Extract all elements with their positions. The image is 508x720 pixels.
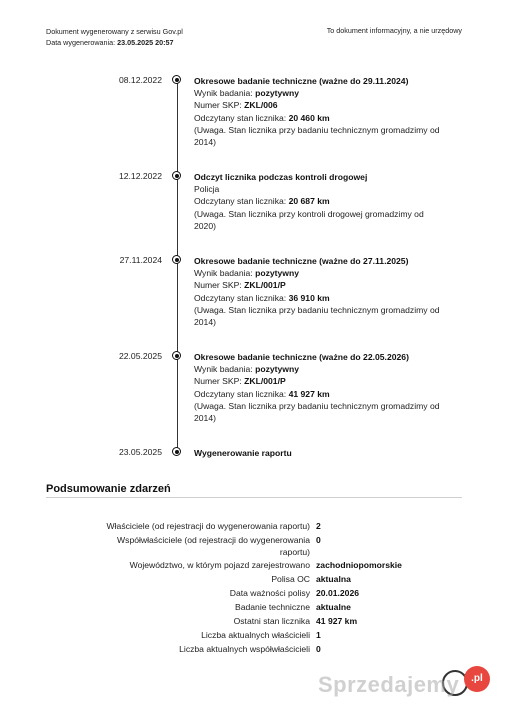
timeline-dot-icon — [172, 255, 181, 264]
generated-date-label: Data wygenerowania: — [46, 38, 116, 47]
event-detail — [194, 112, 444, 124]
event-note: (Uwaga. Stan licznika przy kontroli drogowej gromadzimy od 2020) — [194, 208, 424, 231]
summary-value: 41 927 km — [316, 616, 358, 626]
event-date: 08.12.2022 — [118, 75, 162, 85]
summary-label: Liczba aktualnych właścicieli — [201, 630, 310, 640]
summary-value: aktualna — [316, 574, 351, 584]
event-title: Odczyt licznika podczas kontroli drogowej — [194, 172, 368, 182]
event-date: 27.11.2024 — [119, 255, 162, 265]
summary-divider — [46, 497, 462, 498]
watermark-text: Sprzedajemy — [318, 672, 460, 697]
detail-value: pozytywny — [255, 364, 300, 375]
detail-value: pozytywny — [255, 268, 300, 279]
detail-value: ZKL/006 — [244, 100, 278, 111]
event-detail — [194, 279, 444, 291]
timeline-event — [194, 255, 444, 328]
summary-value: aktualne — [316, 602, 351, 612]
timeline-event — [194, 351, 444, 424]
event-title: Okresowe badanie techniczne (ważne do 22.05.2026) — [194, 352, 409, 362]
summary-label: Badanie techniczne — [234, 602, 310, 612]
timeline-event — [194, 171, 444, 232]
detail-label: Wynik badania: — [194, 268, 253, 279]
summary-value: 0 — [316, 535, 321, 545]
detail-value: pozytywny — [255, 88, 300, 99]
detail-label: Odczytany stan licznika: — [194, 388, 287, 399]
timeline-dot-icon — [172, 447, 181, 456]
event-date: 12.12.2022 — [118, 171, 162, 181]
timeline-dot-icon — [172, 75, 181, 84]
event-detail — [194, 363, 444, 375]
detail-value: 41 927 km — [288, 388, 330, 399]
detail-label: Odczytany stan licznika: — [194, 292, 287, 303]
event-title: Okresowe badanie techniczne (ważne do 27.11.2025) — [194, 256, 409, 266]
summary-value: 20.01.2026 — [316, 588, 360, 598]
watermark-badge: .pl — [464, 666, 490, 692]
event-detail — [194, 87, 444, 99]
event-note: (Uwaga. Stan licznika przy badaniu technicznym gromadzimy od 2014) — [194, 400, 440, 424]
summary-label: Ostatni stan licznika — [233, 616, 310, 626]
event-date: 23.05.2025 — [118, 447, 162, 457]
generated-by-text: Dokument wygenerowany z serwisu Gov.pl — [46, 27, 183, 36]
summary-label: Liczba aktualnych współwłaścicieli — [179, 644, 310, 654]
summary-label: Właściciele (od rejestracji do wygenerowania raportu) — [106, 521, 310, 531]
timeline-line — [177, 80, 179, 452]
detail-label: Wynik badania: — [194, 364, 253, 375]
timeline-event — [194, 75, 444, 148]
summary-value: 0 — [316, 644, 321, 654]
summary-value: 1 — [316, 630, 321, 640]
summary-value: zachodniopomorskie — [316, 560, 402, 570]
event-title: Wygenerowanie raportu — [194, 448, 292, 458]
event-date: 22.05.2025 — [118, 351, 162, 361]
timeline-dot-icon — [172, 171, 181, 180]
event-detail — [194, 375, 444, 387]
event-note: (Uwaga. Stan licznika przy badaniu technicznym gromadzimy od 2014) — [194, 124, 440, 148]
event-subtitle: Policja — [194, 184, 220, 195]
detail-label: Wynik badania: — [194, 88, 253, 99]
disclaimer-text: To dokument informacyjny, a nie urzędowy — [326, 26, 462, 35]
event-title: Okresowe badanie techniczne (ważne do 29.11.2024) — [194, 76, 409, 86]
generated-date-value: 23.05.2025 20:57 — [117, 38, 174, 47]
detail-value: ZKL/001/P — [244, 280, 286, 291]
summary-heading: Podsumowanie zdarzeń — [46, 483, 171, 495]
event-detail — [194, 99, 444, 111]
timeline-dot-icon — [172, 351, 181, 360]
summary-label: Współwłaściciele (od rejestracji do wygenerowania raportu) — [117, 535, 310, 557]
timeline-event — [194, 447, 444, 459]
event-detail — [194, 292, 444, 304]
detail-value: 20 687 km — [288, 196, 330, 207]
detail-label: Odczytany stan licznika: — [194, 112, 287, 123]
summary-label: Polisa OC — [271, 574, 310, 584]
event-detail — [194, 388, 444, 400]
summary-value: 2 — [316, 521, 321, 531]
summary-label: Województwo, w którym pojazd zarejestrowano — [129, 560, 310, 570]
detail-value: ZKL/001/P — [244, 376, 286, 387]
event-detail — [194, 267, 444, 279]
detail-value: 20 460 km — [288, 112, 330, 123]
event-note: (Uwaga. Stan licznika przy badaniu technicznym gromadzimy od 2014) — [194, 304, 440, 328]
detail-label: Numer SKP: — [194, 280, 242, 291]
event-detail — [194, 195, 444, 207]
detail-label: Odczytany stan licznika: — [194, 196, 287, 207]
watermark — [318, 664, 494, 704]
detail-label: Numer SKP: — [194, 100, 242, 111]
detail-label: Numer SKP: — [194, 376, 242, 387]
summary-label: Data ważności polisy — [229, 588, 310, 598]
detail-value: 36 910 km — [288, 292, 330, 303]
